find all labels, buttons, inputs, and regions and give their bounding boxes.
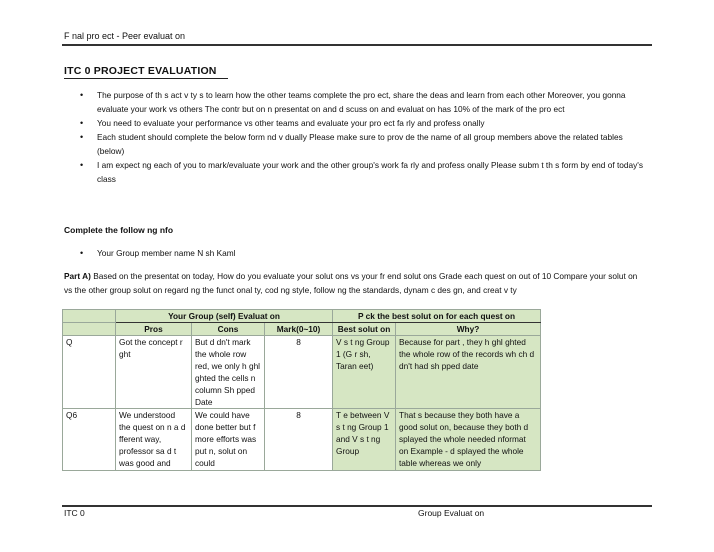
- best-solution-cell: V s t ng Group 1 (G r sh, Taran eet): [333, 336, 396, 409]
- footer-course: ITC 0: [64, 508, 85, 518]
- pros-cell: Got the concept r ght: [116, 336, 192, 409]
- section-title: ITC 0 PROJECT EVALUATION: [64, 65, 217, 77]
- section-title-underline: [64, 78, 228, 79]
- question-cell: Q6: [63, 409, 116, 471]
- col-cons-header: Cons: [192, 323, 265, 336]
- self-evaluation-header: Your Group (self) Evaluat on: [116, 310, 333, 323]
- cons-cell: But d dn't mark the whole row red, we only h ghl ghted the cells n column Sh pped Date: [192, 336, 265, 409]
- best-solution-cell: T e between V s t ng Group 1 and V s t ng Group: [333, 409, 396, 471]
- col-best-header: Best solut on: [333, 323, 396, 336]
- group-member-item: • Your Group member name N sh Kaml: [80, 246, 236, 260]
- col-pros-header: Pros: [116, 323, 192, 336]
- page-header-title: F nal pro ect - Peer evaluat on: [64, 31, 186, 41]
- part-a-label: Part A): [64, 271, 91, 281]
- mark-cell: 8: [265, 409, 333, 471]
- part-a-text: Based on the presentat on today, How do you evaluate your solut ons vs your fr end solut ons Grade each quest on out of 10 Compare your solut on vs the other group solut on regard ng the funct onal ty, cod ng style, follow ng the standards, dynam c des gn, and creat v ty: [64, 271, 638, 295]
- instruction-item: • You need to evaluate your performance vs other teams and evaluate your pro ect fa rly and profess onally: [80, 116, 646, 130]
- col-mark-header: Mark(0~10): [265, 323, 333, 336]
- why-cell: Because for part , they h ghl ghted the whole row of the records wh ch d dn't had sh pped date: [396, 336, 541, 409]
- why-cell: That s because they both have a good solut on, because they both d splayed the whole needed nformat on Example - d splayed the whole table whereas we only: [396, 409, 541, 471]
- footer-rule: [62, 505, 652, 507]
- mark-cell: 8: [265, 336, 333, 409]
- table-corner-cell: [63, 310, 116, 323]
- instruction-item: • The purpose of th s act v ty s to learn how the other teams complete the pro ect, share the deas and learn from each other Moreover, you gonna evaluate your work vs others The contr but on n presentat on and d scuss on and evaluat on has 10% of the mark of the pro ect: [80, 88, 646, 116]
- info-list: [80, 246, 236, 260]
- pros-cell: We understood the quest on n a d fferent way, professor sa d t was good and: [116, 409, 192, 471]
- col-why-header: Why?: [396, 323, 541, 336]
- instruction-item: • I am expect ng each of you to mark/evaluate your work and the other group's work fa rly and profess onally Please subm t th s form by end of today's class: [80, 158, 646, 186]
- table-row: [63, 336, 541, 409]
- table-row: [63, 409, 541, 471]
- instruction-item: • Each student should complete the below form nd v dually Please make sure to prov de the name of all group members above the related tables (below): [80, 130, 646, 158]
- best-solution-header: P ck the best solut on for each quest on: [333, 310, 541, 323]
- part-a-paragraph: [64, 269, 646, 297]
- cons-cell: We could have done better but f more efforts was put n, solut on could: [192, 409, 265, 471]
- footer-doc-title: Group Evaluat on: [418, 508, 485, 518]
- instructions-list: [80, 88, 646, 186]
- table-corner-cell: [63, 323, 116, 336]
- info-title: Complete the follow ng nfo: [64, 225, 174, 235]
- evaluation-table: [62, 309, 541, 471]
- question-cell: Q: [63, 336, 116, 409]
- header-rule: [62, 44, 652, 46]
